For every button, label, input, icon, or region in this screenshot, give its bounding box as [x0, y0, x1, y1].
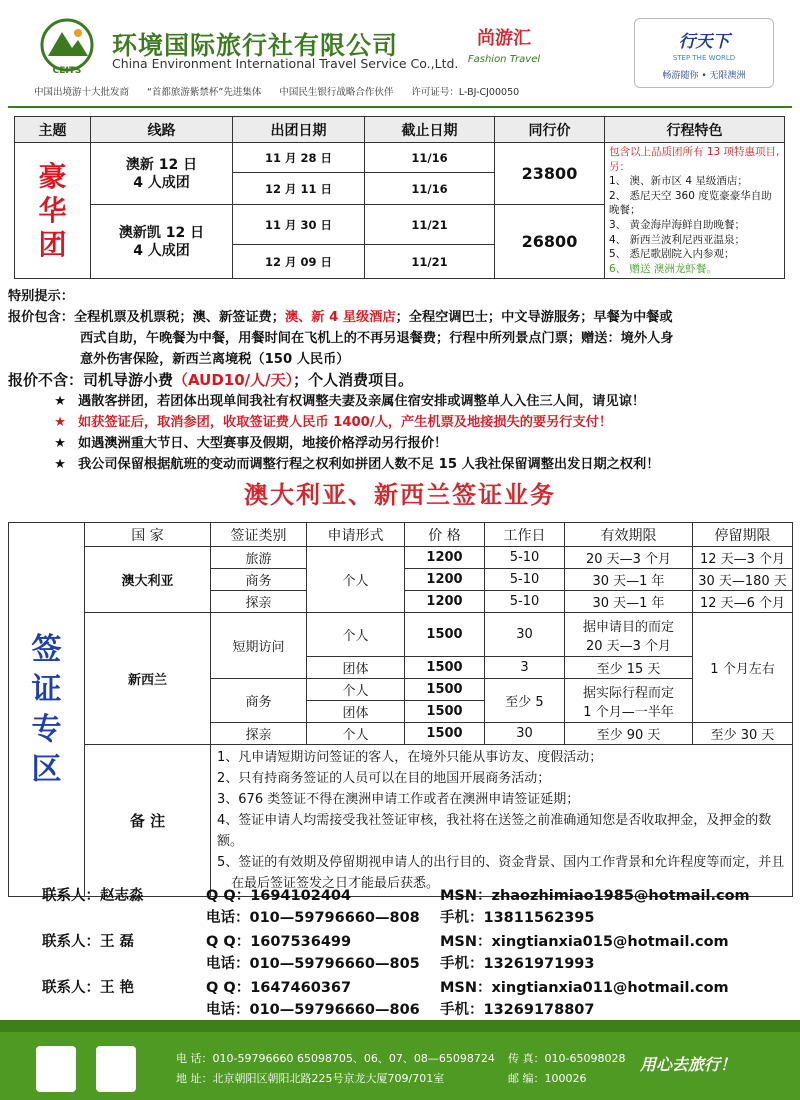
contact-msn[interactable]: MSN：xingtianxia011@hotmail.com	[440, 980, 729, 996]
depart-date: 12 月 11 日	[233, 173, 365, 205]
visa-header-workdays: 工作日	[485, 523, 565, 547]
contact-msn[interactable]: MSN：xingtianxia015@hotmail.com	[440, 934, 729, 950]
star-icon: ★	[54, 415, 66, 430]
visa-header-validity: 有效期限	[565, 523, 693, 547]
contact-name: 联系人：王 磊	[42, 934, 135, 950]
side-logo-title: 行天下	[678, 32, 730, 52]
work-days: 至少 5	[485, 679, 565, 723]
feature-item: 6、 赠送 澳洲龙虾餐。	[609, 262, 717, 275]
visa-header-stay: 停留期限	[693, 523, 793, 547]
logo-text: CEITS	[52, 66, 82, 76]
col-header-price: 同行价	[495, 117, 605, 143]
footer-postcode: 邮 编：100026	[508, 1072, 587, 1085]
theme-cell	[15, 143, 91, 279]
visa-zone-cell	[9, 523, 85, 897]
license-number: 许可证号：L-BJ-CJ00050	[411, 87, 520, 98]
deadline-date: 11/21	[365, 205, 495, 245]
visa-type: 商务	[211, 679, 307, 723]
contact-qq: Q Q：1607536499	[206, 934, 352, 950]
visa-price: 1500	[405, 723, 485, 745]
credential-item: 中国出境游十大批发商	[34, 87, 130, 98]
contact-name: 联系人：赵志淼	[42, 888, 144, 904]
contact-msn[interactable]: MSN：zhaozhimiao1985@hotmail.com	[440, 888, 750, 904]
route-group-size: 4 人成团	[133, 242, 190, 259]
validity: 30 天—1 年	[565, 591, 693, 613]
visa-type: 商务	[211, 569, 307, 591]
table-row	[9, 745, 793, 897]
price-includes	[8, 307, 794, 328]
includes-label: 报价包含：	[8, 310, 74, 325]
col-header-features: 行程特色	[605, 117, 785, 143]
apply-form: 个人	[307, 547, 405, 613]
remarks-cell	[211, 745, 793, 897]
remark-item: 5、签证的有效期及停留期视申请人的出行目的、资金背景、国内工作背景和允许程度等而定，并且	[217, 855, 785, 870]
visa-price: 1500	[405, 657, 485, 679]
remark-item: 1、凡申请短期访问签证的客人，在境外只能从事访友、度假活动；	[217, 750, 603, 765]
header-divider	[8, 106, 792, 108]
col-header-depart: 出团日期	[233, 117, 365, 143]
contact-phone: 电话：010—59796660—808	[206, 910, 420, 926]
validity-line: 20 天—3 个月	[585, 638, 672, 654]
step-the-world-logo	[634, 18, 774, 88]
contact-row	[0, 998, 800, 1020]
excludes-tip-rate: （AUD10/人/天）	[173, 371, 294, 389]
validity: 20 天—3 个月	[565, 547, 693, 569]
apply-form: 团体	[307, 657, 405, 679]
contact-row	[0, 930, 800, 952]
features-intro: 包含以上品质团所有 13 项特惠项目,另：	[609, 146, 780, 173]
contacts-section	[0, 882, 800, 1018]
contact-qq: Q Q：1647460367	[206, 980, 352, 996]
visa-zone-char: 签	[31, 631, 62, 667]
excludes-text: ；个人消费项目。	[293, 371, 414, 389]
feature-item: 3、 黄金海岸海鲜自助晚餐；	[609, 218, 746, 231]
visa-zone-char: 专	[31, 711, 62, 747]
footer-fax: 传 真：010-65098028	[508, 1052, 626, 1065]
stay-period: 30 天—180 天	[693, 569, 793, 591]
route-cell	[91, 205, 233, 279]
validity-line: 1 个月—一半年	[583, 704, 674, 720]
col-header-theme: 主题	[15, 117, 91, 143]
visa-header-price: 价 格	[405, 523, 485, 547]
visa-type: 短期访问	[211, 613, 307, 679]
includes-text: 全程机票及机票税；澳、新签证费；	[73, 310, 285, 325]
remark-item: 在最后签证签发之日才能最后获悉。	[231, 876, 440, 891]
contact-row	[0, 906, 800, 928]
special-notice-title: 特别提示：	[8, 289, 74, 304]
feature-item: 1、 澳、新市区 4 星级酒店；	[609, 175, 748, 188]
notice-text: 遇散客拼团，若团体出现单间我社有权调整夫妻及亲属住宿安排或调整单人入住三人间，请见谅！	[78, 394, 646, 409]
apply-form: 个人	[307, 679, 405, 701]
price-excludes	[8, 370, 794, 391]
contact-mobile: 手机：13261971993	[440, 956, 595, 972]
validity	[565, 613, 693, 657]
remarks-label: 备 注	[85, 745, 211, 897]
depart-date: 12 月 09 日	[233, 245, 365, 279]
validity: 30 天—1 年	[565, 569, 693, 591]
includes-text: 西式自助，午晚餐为中餐，用餐时间在飞机上的不再另退餐费；行程中所列景点门票；赠送：境外人身	[80, 331, 674, 346]
notice-item	[8, 391, 794, 412]
page-header	[0, 0, 800, 108]
visa-zone-char: 区	[31, 751, 62, 787]
stay-period: 12 天—6 个月	[693, 591, 793, 613]
company-name-en: China Environment International Travel Service Co.,Ltd.	[112, 56, 459, 71]
visa-price: 1500	[405, 701, 485, 723]
features-cell	[605, 143, 785, 279]
validity: 至少 90 天	[565, 723, 693, 745]
visa-type: 探亲	[211, 591, 307, 613]
excludes-text: 司机导游小费	[83, 371, 174, 389]
includes-text: ；全程空调巴士；中文导游服务；早餐为中餐或	[395, 310, 673, 325]
notice-item	[8, 433, 794, 454]
notice-text: 如获签证后，取消参团，收取签证费人民币 1400/人，产生机票及地接损失的要另行支付！	[78, 415, 613, 430]
validity-line: 据实际行程而定	[582, 685, 674, 701]
work-days: 30	[485, 723, 565, 745]
footer-address: 地 址：北京朝阳区朝阳北路225号京龙大厦709/701室	[176, 1072, 445, 1085]
visa-table	[8, 522, 793, 897]
apply-form: 团体	[307, 701, 405, 723]
company-credentials	[34, 84, 519, 98]
includes-hotel: 澳、新 4 星级酒店	[284, 310, 396, 325]
visa-type: 旅游	[211, 547, 307, 569]
work-days: 5-10	[485, 591, 565, 613]
contact-phone: 电话：010—59796660—805	[206, 956, 420, 972]
contact-row	[0, 952, 800, 974]
badge-subtitle: Fashion Travel	[467, 54, 541, 65]
remark-item: 4、签证申请人均需接受我社签证审核，我社将在送签之前准确通知您是否收取押金，及押金的数额。	[217, 813, 772, 849]
stay-period: 12 天—3 个月	[693, 547, 793, 569]
deadline-date: 11/16	[365, 143, 495, 173]
contact-mobile: 手机：13269178807	[440, 1002, 595, 1018]
stay-period: 1 个月左右	[693, 613, 793, 723]
theme-char: 华	[38, 193, 67, 227]
contact-qq: Q Q：1694102404	[206, 888, 352, 904]
footer-slogan: 用心去旅行！	[640, 1055, 737, 1074]
validity-line: 据申请目的而定	[582, 619, 674, 635]
notice-item	[8, 412, 794, 433]
validity: 至少 15 天	[565, 657, 693, 679]
visa-price: 1200	[405, 569, 485, 591]
apply-form: 个人	[307, 613, 405, 657]
price-cell: 26800	[495, 205, 605, 279]
work-days: 3	[485, 657, 565, 679]
visa-price: 1500	[405, 613, 485, 657]
work-days: 30	[485, 613, 565, 657]
remark-item: 3、676 类签证不得在澳洲申请工作或者在澳洲申请签证延期；	[217, 792, 580, 807]
excludes-label: 报价不含：	[8, 371, 84, 389]
page-footer	[0, 1020, 800, 1100]
footer-band	[0, 1020, 800, 1032]
notes-section	[8, 286, 794, 475]
table-row	[9, 547, 793, 569]
depart-date: 11 月 28 日	[233, 143, 365, 173]
side-logo-subtitle: STEP THE WORLD	[672, 54, 736, 62]
company-name-cn: 环境国际旅行社有限公司	[112, 31, 399, 60]
includes-text: 意外伤害保险，新西兰离境税（150 人民币）	[80, 352, 350, 367]
visa-zone-char: 证	[31, 671, 62, 707]
partner-logo-icon	[36, 1046, 76, 1092]
deadline-date: 11/16	[365, 173, 495, 205]
side-logo-tagline: 畅游随你 • 无限澳洲	[662, 71, 746, 81]
star-icon: ★	[54, 394, 66, 409]
remark-item: 2、只有持商务签证的人员可以在目的地国开展商务活动；	[217, 771, 551, 786]
credential-item: “首都旅游紫禁杯”先进集体	[147, 87, 262, 98]
theme-char	[15, 160, 90, 262]
visa-header-type: 签证类别	[211, 523, 307, 547]
notice-item	[8, 454, 794, 475]
credential-item: 中国民生银行战略合作伙伴	[279, 87, 394, 98]
route-name: 澳新凯 12 日	[118, 224, 205, 241]
footer-phone: 电 话：010-59796660 65098705、06、07、08—65098724	[176, 1052, 495, 1065]
visa-price: 1200	[405, 547, 485, 569]
country-new-zealand: 新西兰	[85, 613, 211, 745]
contact-phone: 电话：010—59796660—806	[206, 1002, 420, 1018]
partner-logo-icon	[96, 1046, 136, 1092]
visa-price: 1500	[405, 679, 485, 701]
notice-text: 如遇澳洲重大节日、大型赛事及假期，地接价格浮动另行报价！	[78, 436, 448, 451]
work-days: 5-10	[485, 569, 565, 591]
stay-period: 至少 30 天	[693, 723, 793, 745]
depart-date: 11 月 30 日	[233, 205, 365, 245]
star-icon: ★	[54, 457, 66, 472]
col-header-route: 线路	[91, 117, 233, 143]
contact-row	[0, 976, 800, 998]
badge-title: 尚游汇	[477, 28, 531, 49]
price-cell: 23800	[495, 143, 605, 205]
col-header-deadline: 截止日期	[365, 117, 495, 143]
route-name: 澳新 12 日	[125, 156, 198, 173]
work-days: 5-10	[485, 547, 565, 569]
star-icon: ★	[54, 436, 66, 451]
visa-type: 探亲	[211, 723, 307, 745]
feature-item: 5、 悉尼歌剧院入内参观；	[609, 248, 735, 261]
contact-name: 联系人：王 艳	[42, 980, 135, 996]
apply-form: 个人	[307, 723, 405, 745]
notice-text: 我公司保留根据航班的变动而调整行程之权利如拼团人数不足 15 人我社保留调整出发日期之权利！	[78, 457, 660, 472]
feature-item: 2、 悉尼天空 360 度览豪豪华自助晚餐；	[609, 189, 772, 217]
visa-header-country: 国 家	[85, 523, 211, 547]
contact-mobile: 手机：13811562395	[440, 910, 595, 926]
table-row	[15, 143, 785, 173]
route-group-size: 4 人成团	[133, 174, 190, 191]
validity	[565, 679, 693, 723]
visa-section-title: 澳大利亚、新西兰签证业务	[244, 481, 556, 509]
visa-header-form: 申请形式	[307, 523, 405, 547]
fashion-travel-badge	[464, 24, 544, 74]
feature-item: 4、 新西兰波利尼西亚温泉；	[609, 233, 746, 246]
table-row	[9, 523, 793, 547]
route-cell	[91, 143, 233, 205]
theme-char: 团	[38, 227, 67, 261]
theme-char: 豪	[38, 159, 67, 193]
visa-price: 1200	[405, 591, 485, 613]
tour-table	[14, 116, 785, 279]
country-australia: 澳大利亚	[85, 547, 211, 613]
contact-row	[0, 884, 800, 906]
table-row	[9, 613, 793, 657]
deadline-date: 11/21	[365, 245, 495, 279]
